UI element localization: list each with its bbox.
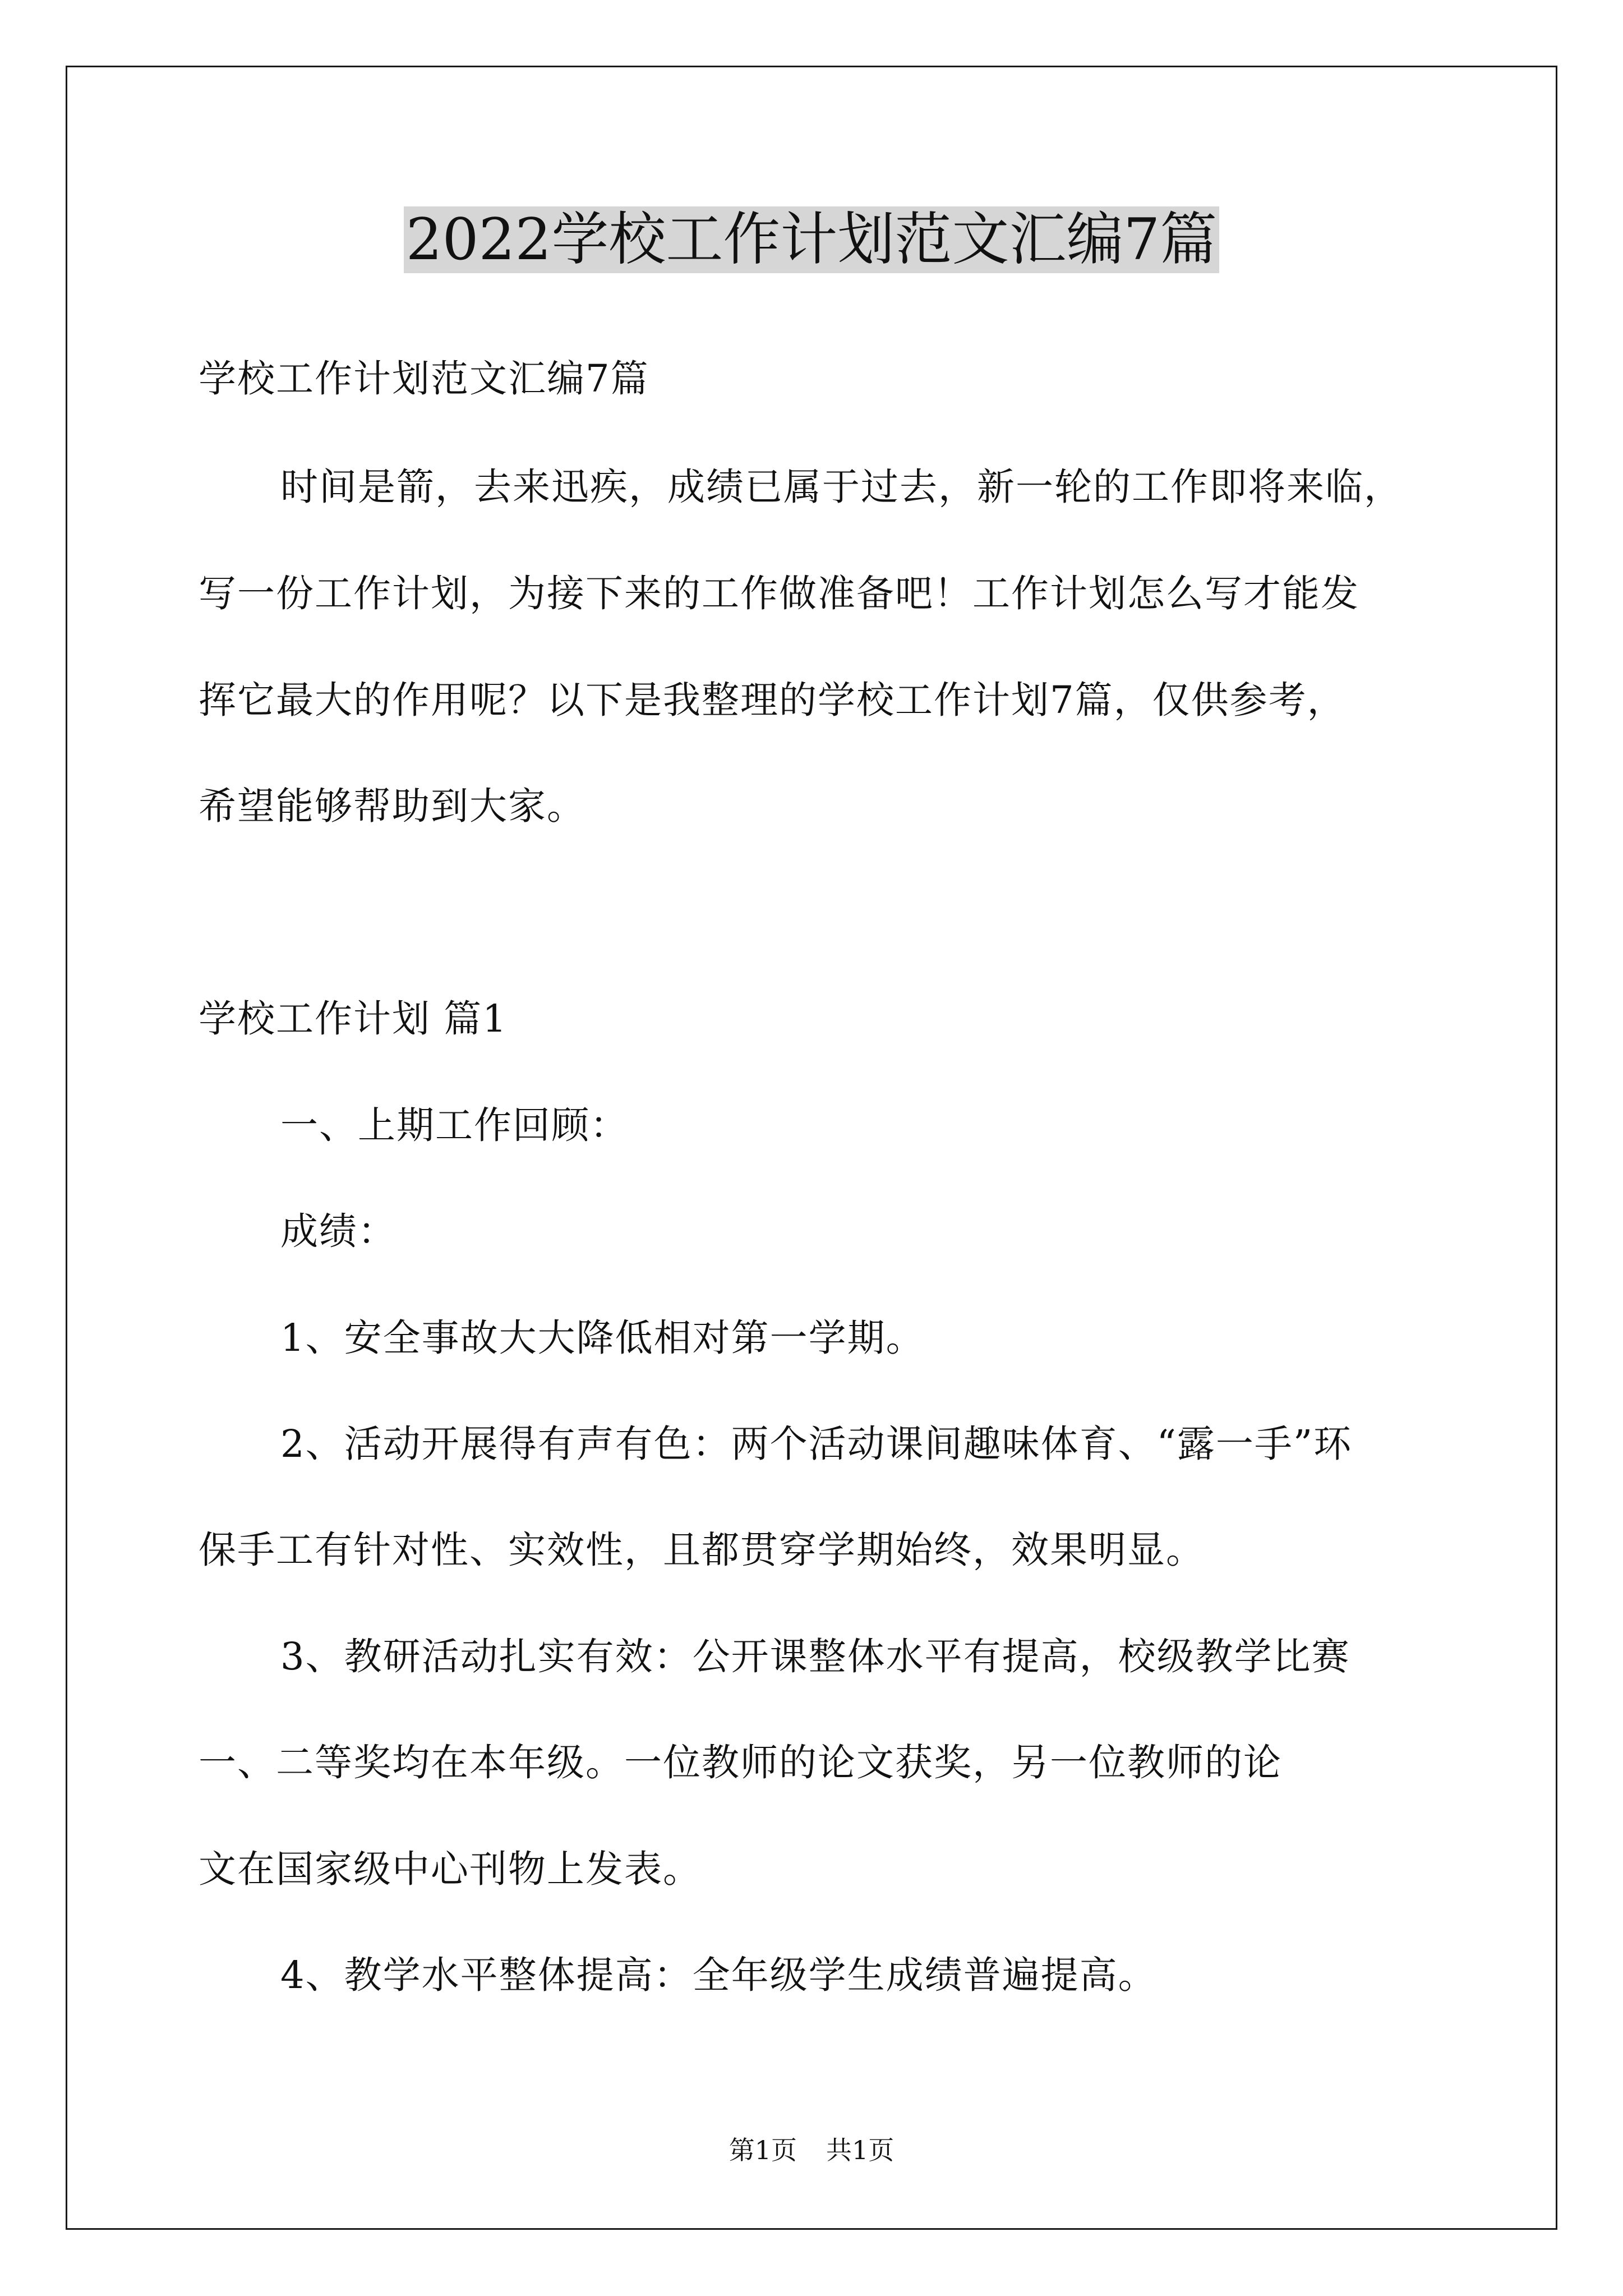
intro-line: 希望能够帮助到大家。 [199, 784, 585, 828]
body-line: 3、教研活动扎实有效：公开课整体水平有提高，校级教学比赛 [280, 1635, 1350, 1678]
body-line: 1、安全事故大大降低相对第一学期。 [280, 1316, 925, 1360]
page-footer [0, 2133, 1623, 2167]
document-title-text: 2022学校工作计划范文汇编7篇 [404, 206, 1219, 273]
body-line: 4、教学水平整体提高：全年级学生成绩普遍提高。 [280, 1953, 1157, 1997]
page-number-total: 共1页 [826, 2135, 895, 2165]
body-line: 一、上期工作回顾： [280, 1103, 629, 1147]
page-number-current: 第1页 [728, 2135, 797, 2165]
document-title [0, 201, 1623, 279]
body-line: 文在国家级中心刊物上发表。 [199, 1847, 702, 1891]
intro-line: 写一份工作计划，为接下来的工作做准备吧！工作计划怎么写才能发 [199, 572, 1359, 615]
document-subtitle: 学校工作计划范文汇编7篇 [199, 357, 649, 401]
intro-line: 挥它最大的作用呢？以下是我整理的学校工作计划7篇，仅供参考， [199, 678, 1346, 722]
body-line: 2、活动开展得有声有色：两个活动课间趣味体育、“露一手”环 [280, 1422, 1353, 1466]
body-line: 一、二等奖均在本年级。一位教师的论文获奖，另一位教师的论 [199, 1741, 1282, 1784]
body-line: 成绩： [280, 1209, 396, 1253]
body-line: 保手工有针对性、实效性，且都贯穿学期始终，效果明显。 [199, 1528, 1205, 1572]
section-heading: 学校工作计划 篇1 [199, 997, 508, 1041]
intro-line: 时间是箭，去来迅疾，成绩已属于过去，新一轮的工作即将来临， [280, 465, 1403, 509]
